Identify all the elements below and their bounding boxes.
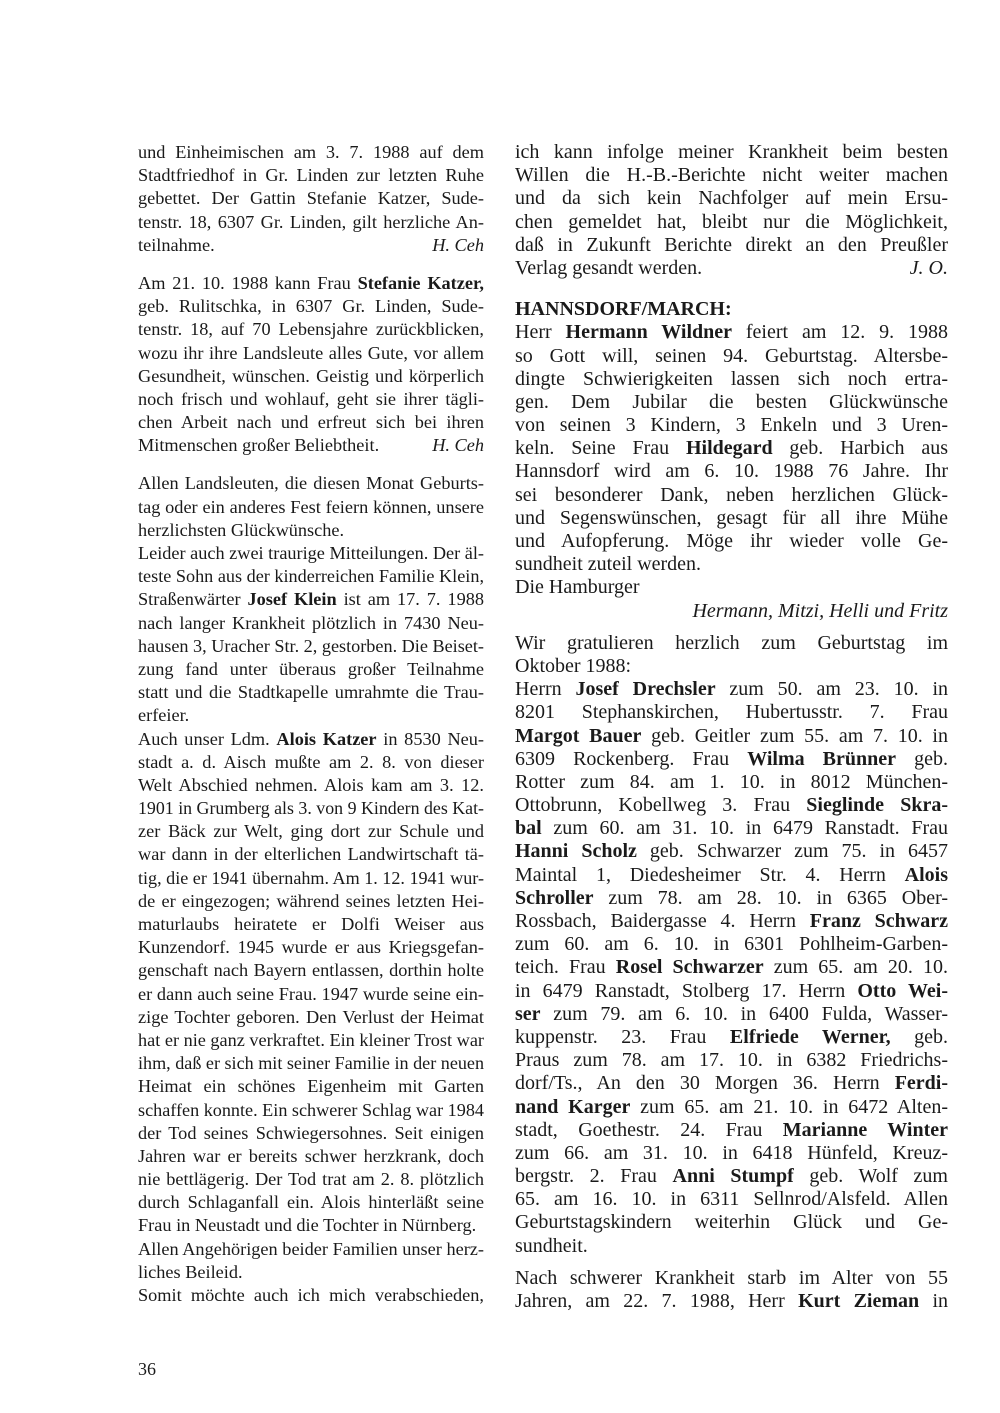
text-run: und da sich kein Nachfolger auf mein Ersu- xyxy=(515,187,948,210)
text-line xyxy=(515,1165,948,1188)
text-line xyxy=(515,817,948,840)
text-run: genschaft nach Bayern entlassen, dorthin holte xyxy=(138,960,484,981)
text-run: de er eingezogen; während seines letzten Hei- xyxy=(138,890,484,911)
bold-name: Hermann Wildner xyxy=(565,321,732,344)
bold-name: Ferdi- xyxy=(894,1072,948,1095)
paragraph xyxy=(515,321,948,576)
text-line xyxy=(515,956,948,979)
text-line xyxy=(138,936,484,959)
text-run: teste Sohn aus der kinderreichen Familie Klein, xyxy=(138,566,484,587)
text-run: geb. Rulitschka, in 6307 Gr. Linden, Sude- xyxy=(138,296,484,317)
text-run: in 8530 Neu- xyxy=(376,728,484,749)
article-section xyxy=(138,472,484,1307)
text-run: chen gemeldet hat, bleibt nur die Möglichkeit, xyxy=(515,210,948,233)
article-section xyxy=(515,298,948,623)
text-line xyxy=(138,211,484,234)
text-line xyxy=(138,820,484,843)
text-line xyxy=(138,797,484,820)
text-line xyxy=(138,728,484,751)
text-line xyxy=(515,655,948,678)
text-run: Nach schwerer Krankheit starb im Alter von 55 xyxy=(515,1266,948,1289)
paragraph xyxy=(138,272,484,458)
text-run: kuppenstr. 23. Frau xyxy=(515,1025,730,1048)
text-line xyxy=(138,1145,484,1168)
text-run: 65. am 16. 10. in 6311 Sellnrod/Alsfeld. Allen xyxy=(515,1188,948,1211)
bold-name: Josef Klein xyxy=(247,589,337,610)
bold-name: Kurt Zieman xyxy=(798,1290,920,1312)
text-run: sundheit. xyxy=(515,1234,588,1257)
bold-name: Franz Schwarz xyxy=(809,910,948,932)
text-run: Die Hamburger xyxy=(515,576,640,599)
text-run: Heimat ein schönes Eigenheim mit Garten xyxy=(138,1076,484,1097)
text-run: Mitmenschen großer Beliebtheit. xyxy=(138,435,380,456)
text-run: geb. Wolf zum xyxy=(793,1165,948,1188)
paragraph xyxy=(515,576,948,599)
text-run: tag oder ein anderes Fest feiern können, unsere xyxy=(138,496,484,517)
text-line xyxy=(515,530,948,553)
text-line xyxy=(515,1049,948,1072)
text-line xyxy=(515,725,948,748)
article-section xyxy=(138,272,484,458)
text-line xyxy=(515,1188,948,1211)
text-line xyxy=(515,211,948,234)
text-line xyxy=(138,1052,484,1075)
text-run: bergstr. 2. Frau xyxy=(515,1165,673,1188)
text-line xyxy=(138,774,484,797)
text-line xyxy=(515,632,948,655)
text-line xyxy=(515,437,948,460)
text-line xyxy=(515,1003,948,1026)
text-line xyxy=(515,864,948,887)
paragraph xyxy=(138,728,484,1238)
text-run: herzlichsten Glückwünsche. xyxy=(138,519,345,540)
text-line xyxy=(138,164,484,187)
line-text xyxy=(138,434,379,457)
text-run: in xyxy=(919,1290,948,1312)
text-run: geb. Schwarzer zum 75. in 6457 xyxy=(636,840,948,863)
text-run: sei besonderer Dank, neben herzlichen Glück- xyxy=(515,483,948,506)
line-text xyxy=(138,234,215,257)
text-line xyxy=(138,867,484,890)
text-run: keln. Seine Frau xyxy=(515,437,686,460)
paragraph xyxy=(138,472,484,542)
text-run: Jahren war er bereits schwer herzkrank, doch xyxy=(138,1145,484,1166)
text-line xyxy=(138,1006,484,1029)
text-run: durch Schlaganfall ein. Alois hinterläßt seine xyxy=(138,1192,484,1213)
text-run: ist am 17. 7. 1988 xyxy=(336,589,484,610)
text-run: hausen 3, Uracher Str. 2, gestorben. Die Beiset- xyxy=(138,635,484,656)
text-run: zum 60. am 6. 10. in 6301 Pohlheim-Garben- xyxy=(515,933,948,956)
text-run: von seinen 3 Kindern, 3 Enkeln und 3 Uren- xyxy=(515,414,948,437)
article-section xyxy=(515,632,948,1258)
text-run: nie bettlägerig. Der Tod trat am 2. 8. plötzlich xyxy=(138,1169,484,1190)
text-run: Straßenwärter xyxy=(138,589,248,610)
text-line xyxy=(138,983,484,1006)
article-section xyxy=(515,141,948,280)
text-line xyxy=(138,843,484,866)
text-run: Willen die H.-B.-Berichte nicht weiter machen xyxy=(515,164,948,187)
text-line xyxy=(515,701,948,724)
text-run: liches Beileid. xyxy=(138,1261,243,1282)
paragraph xyxy=(515,141,948,280)
text-run: tenstr. 18, 6307 Gr. Linden, gilt herzliche An- xyxy=(138,211,484,232)
bold-name: Alois Katzer xyxy=(276,728,377,749)
text-line xyxy=(138,519,484,542)
text-line xyxy=(515,484,948,507)
text-run: Wir gratulieren herzlich zum Geburtstag im xyxy=(515,631,948,654)
text-run: so Gott will, seinen 94. Geburtstag. Altersbe- xyxy=(515,344,948,367)
text-line xyxy=(138,1168,484,1191)
text-run: maturlaubs heiratete er Dolfi Weiser aus xyxy=(138,914,484,934)
text-run: Rotter zum 84. am 1. 10. in 8012 München- xyxy=(515,770,948,793)
text-line xyxy=(138,612,484,635)
text-run: Allen Angehörigen beider Familien unser herz- xyxy=(138,1238,484,1259)
text-line xyxy=(515,321,948,344)
paragraph xyxy=(138,1284,484,1307)
bold-name: Sieglinde Skra- xyxy=(806,794,948,817)
right-column xyxy=(515,141,948,1313)
italic-text: Hermann, Mitzi, Helli und Fritz xyxy=(692,599,948,622)
text-run: Herrn xyxy=(515,678,576,701)
text-line xyxy=(515,887,948,910)
text-run: war dann in der elterlichen Landwirtschaft tä- xyxy=(138,844,484,865)
text-line xyxy=(138,751,484,774)
text-line xyxy=(138,1029,484,1052)
text-line xyxy=(138,187,484,210)
text-line xyxy=(138,1214,484,1237)
text-run: schaffen konnte. Ein schwerer Schlag war 1984 xyxy=(138,1099,484,1120)
text-line xyxy=(515,1235,948,1258)
text-line xyxy=(138,365,484,388)
text-line xyxy=(515,1072,948,1095)
text-line xyxy=(138,434,484,457)
text-run: dingte Schwierigkeiten lassen sich noch ertra- xyxy=(515,367,948,390)
text-run: Jahren, am 22. 7. 1988, Herr xyxy=(515,1290,799,1312)
paragraph xyxy=(515,632,948,678)
text-run: feiert am 12. 9. 1988 xyxy=(732,321,948,344)
text-run: 8201 Stephanskirchen, Hubertusstr. 7. Frau xyxy=(515,701,948,724)
paragraph xyxy=(515,678,948,1258)
text-line xyxy=(138,635,484,658)
text-run: der Tod seines Schwiegersohnes. Seit einigen xyxy=(138,1122,484,1143)
text-line xyxy=(138,959,484,982)
text-run: nach langer Krankheit plötzlich in 7430 Neu- xyxy=(138,612,484,633)
paragraph xyxy=(138,1238,484,1284)
text-line xyxy=(138,1099,484,1122)
bold-name: Otto Wei- xyxy=(857,979,948,1002)
text-run: Somit möchte auch ich mich verabschieden, xyxy=(138,1285,484,1305)
text-line xyxy=(515,553,948,576)
text-run: zer Bäck zur Welt, ging dort zur Schule und xyxy=(138,821,484,842)
bold-name: Hanni Scholz xyxy=(515,840,637,863)
section-heading xyxy=(515,298,948,321)
text-run: Frau in Neustadt und die Tochter in Nürnberg. xyxy=(138,1215,477,1236)
text-run: Herr xyxy=(515,321,566,344)
text-run: Praus zum 78. am 17. 10. in 6382 Friedrichs- xyxy=(515,1049,948,1072)
text-line xyxy=(138,388,484,411)
paragraph xyxy=(515,1267,948,1313)
text-run: Rossbach, Baidergasse 4. Herrn xyxy=(515,910,810,932)
text-line xyxy=(138,565,484,588)
bold-name: Stefanie Katzer, xyxy=(357,272,485,293)
text-line xyxy=(515,748,948,771)
text-run: geb. Harbich aus xyxy=(772,437,948,460)
text-line xyxy=(515,164,948,187)
author-signature xyxy=(515,600,948,623)
text-line xyxy=(515,141,948,164)
text-line xyxy=(515,1142,948,1165)
text-run: Allen Landsleuten, die diesen Monat Geburts- xyxy=(138,473,484,494)
paragraph xyxy=(138,141,484,257)
text-line xyxy=(138,681,484,704)
bold-name: Margot Bauer xyxy=(515,724,642,747)
text-run: geb. Geitler zum 55. am 7. 10. in xyxy=(641,724,948,747)
text-run: Oktober 1988: xyxy=(515,654,632,677)
page-number: 36 xyxy=(138,1359,156,1379)
text-run: dorf/Ts., An den 30 Morgen 36. Herrn xyxy=(515,1072,895,1095)
text-line xyxy=(515,234,948,257)
text-run: zum 79. am 6. 10. in 6400 Fulda, Wasser- xyxy=(540,1002,948,1025)
text-line xyxy=(515,771,948,794)
text-run: Welt Abschied nehmen. Alois kam am 3. 12. xyxy=(138,774,484,795)
bold-name: Alois xyxy=(904,863,948,886)
text-line xyxy=(138,704,484,727)
text-line xyxy=(138,542,484,565)
text-run: teilnahme. xyxy=(138,234,215,255)
text-run: stadt a. d. Aisch mußte am 2. 8. von dieser xyxy=(138,751,484,772)
text-line xyxy=(138,658,484,681)
text-run: zum 78. am 28. 10. in 6365 Ober- xyxy=(593,886,948,909)
text-line xyxy=(138,295,484,318)
text-run: hat er nie ganz verkraftet. Ein kleiner Trost war xyxy=(138,1029,484,1050)
signature: J. O. xyxy=(909,256,948,279)
bold-name: Anni Stumpf xyxy=(672,1165,794,1188)
text-line xyxy=(515,840,948,863)
text-run: er dann auch seine Frau. 1947 wurde seine ein- xyxy=(138,983,484,1004)
text-run: zum 60. am 31. 10. in 6479 Ranstadt. Frau xyxy=(541,817,948,840)
text-run: Leider auch zwei traurige Mitteilungen. Der äl- xyxy=(138,543,484,563)
text-run: zung fand unter überaus großer Teilnahme xyxy=(138,658,484,679)
text-run: tenstr. 18, auf 70 Lebensjahre zurückblicken, xyxy=(138,319,484,340)
text-run: 6309 Rockenberg. Frau xyxy=(515,747,748,770)
paragraph xyxy=(138,542,484,728)
text-run: geb. xyxy=(896,747,948,770)
text-line xyxy=(138,234,484,257)
text-line xyxy=(515,368,948,391)
bold-name: bal xyxy=(515,817,542,840)
text-run: noch frisch und wohlauf, geht sie ihrer tägli- xyxy=(138,388,484,409)
text-line xyxy=(138,1238,484,1261)
text-line xyxy=(515,933,948,956)
text-run: zige Tochter geboren. Den Verlust der Heimat xyxy=(138,1006,484,1027)
text-run: und Aufopferung. Möge ihr wieder volle Ge- xyxy=(515,530,948,552)
bold-name: ser xyxy=(515,1002,541,1025)
text-run: Auch unser Ldm. xyxy=(138,728,277,749)
bold-name: HANNSDORF/MARCH: xyxy=(515,298,732,321)
text-line xyxy=(515,187,948,210)
text-line xyxy=(138,890,484,913)
bold-name: Rosel Schwarzer xyxy=(615,956,764,979)
text-run: und Segenswünschen, gesagt für all ihre Mühe xyxy=(515,506,948,529)
text-line xyxy=(515,414,948,437)
text-run: erfeier. xyxy=(138,705,190,726)
text-line xyxy=(515,794,948,817)
text-line xyxy=(138,1122,484,1145)
text-run: Kunzendorf. 1945 wurde er aus Kriegsgefan- xyxy=(138,937,484,958)
bold-name: Hildegard xyxy=(685,437,773,460)
text-run: Ottobrunn, Kobellweg 3. Frau xyxy=(515,794,807,817)
text-run: tig, die er 1941 übernahm. Am 1. 12. 1941 wur- xyxy=(138,867,484,888)
line-text xyxy=(515,257,702,280)
text-run: geb. xyxy=(890,1025,948,1048)
text-run: zum 66. am 31. 10. in 6418 Hünfeld, Kreuz- xyxy=(515,1141,948,1164)
text-run: Hannsdorf wird am 6. 10. 1988 76 Jahre. Ihr xyxy=(515,460,948,483)
signature: H. Ceh xyxy=(432,435,484,456)
text-run: sundheit zuteil werden. xyxy=(515,553,702,576)
signature: H. Ceh xyxy=(432,234,484,255)
text-run: Geburtstagskindern weiterhin Glück und Ge- xyxy=(515,1211,948,1234)
text-line xyxy=(138,496,484,519)
text-line xyxy=(138,342,484,365)
text-run: und Einheimischen am 3. 7. 1988 auf dem xyxy=(138,142,484,162)
text-line xyxy=(515,910,948,933)
text-line xyxy=(138,1284,484,1307)
text-line xyxy=(515,980,948,1003)
text-line xyxy=(515,678,948,701)
article-section xyxy=(515,1267,948,1313)
text-line xyxy=(138,1075,484,1098)
text-line xyxy=(515,391,948,414)
text-run: Verlag gesandt werden. xyxy=(515,256,703,279)
text-run: Maintal 1, Diedesheimer Str. 4. Herrn xyxy=(515,863,905,886)
text-line xyxy=(138,1261,484,1284)
text-line xyxy=(515,1211,948,1234)
text-line xyxy=(515,298,948,321)
text-line xyxy=(138,411,484,434)
text-run: Am 21. 10. 1988 kann Frau xyxy=(138,272,358,293)
text-line xyxy=(515,1290,948,1313)
text-run: gen. Dem Jubilar die besten Glückwünsche xyxy=(515,390,948,413)
text-line xyxy=(515,1026,948,1049)
text-line xyxy=(138,272,484,295)
text-line xyxy=(138,472,484,495)
text-line xyxy=(138,1191,484,1214)
text-line xyxy=(515,1119,948,1142)
text-line xyxy=(515,507,948,530)
left-column xyxy=(138,141,484,1307)
text-line xyxy=(138,318,484,341)
text-line xyxy=(515,257,948,280)
text-run: Gesundheit, wünschen. Geistig und körperlich xyxy=(138,365,484,386)
bold-name: nand Karger xyxy=(515,1095,631,1118)
text-run: statt und die Stadtkapelle umrahmte die Trau- xyxy=(138,682,484,703)
text-run: daß in Zukunft Berichte direkt an den Preußler xyxy=(515,233,948,256)
article-section xyxy=(138,141,484,257)
text-line xyxy=(515,1096,948,1119)
text-run: zum 65. am 21. 10. in 6472 Alten- xyxy=(630,1095,948,1118)
text-run: ihm, daß er sich mit seiner Familie in der neuen xyxy=(138,1053,484,1074)
text-line xyxy=(515,1267,948,1290)
bold-name: Josef Drechsler xyxy=(575,678,716,701)
text-run: zum 50. am 23. 10. in xyxy=(715,678,949,701)
text-run: zum 65. am 20. 10. xyxy=(763,956,948,979)
text-run: 1901 in Grumberg als 3. von 9 Kindern des Kat- xyxy=(138,798,484,819)
text-run: Stadtfriedhof in Gr. Linden zur letzten Ruhe xyxy=(138,165,484,186)
text-line xyxy=(515,345,948,368)
text-run: in 6479 Ranstadt, Stolberg 17. Herrn xyxy=(515,979,858,1002)
text-line xyxy=(515,460,948,483)
text-run: gebettet. Der Gattin Stefanie Katzer, Sude- xyxy=(138,188,484,209)
text-line xyxy=(138,141,484,164)
text-run: stadt, Goethestr. 24. Frau xyxy=(515,1118,783,1141)
text-run: chen Arbeit nach und erfreut sich bei ihren xyxy=(138,412,484,433)
text-line xyxy=(138,913,484,936)
text-run: ich kann infolge meiner Krankheit beim besten xyxy=(515,141,948,163)
bold-name: Wilma Brünner xyxy=(747,747,897,770)
text-line xyxy=(138,588,484,611)
text-run: wozu ihr ihre Landsleute alles Gute, vor allem xyxy=(138,342,484,363)
bold-name: Marianne Winter xyxy=(782,1118,948,1141)
text-line xyxy=(515,600,948,623)
bold-name: Elfriede Werner, xyxy=(729,1025,891,1048)
text-line xyxy=(515,576,948,599)
bold-name: Schroller xyxy=(515,886,594,909)
text-run: teich. Frau xyxy=(515,956,616,979)
